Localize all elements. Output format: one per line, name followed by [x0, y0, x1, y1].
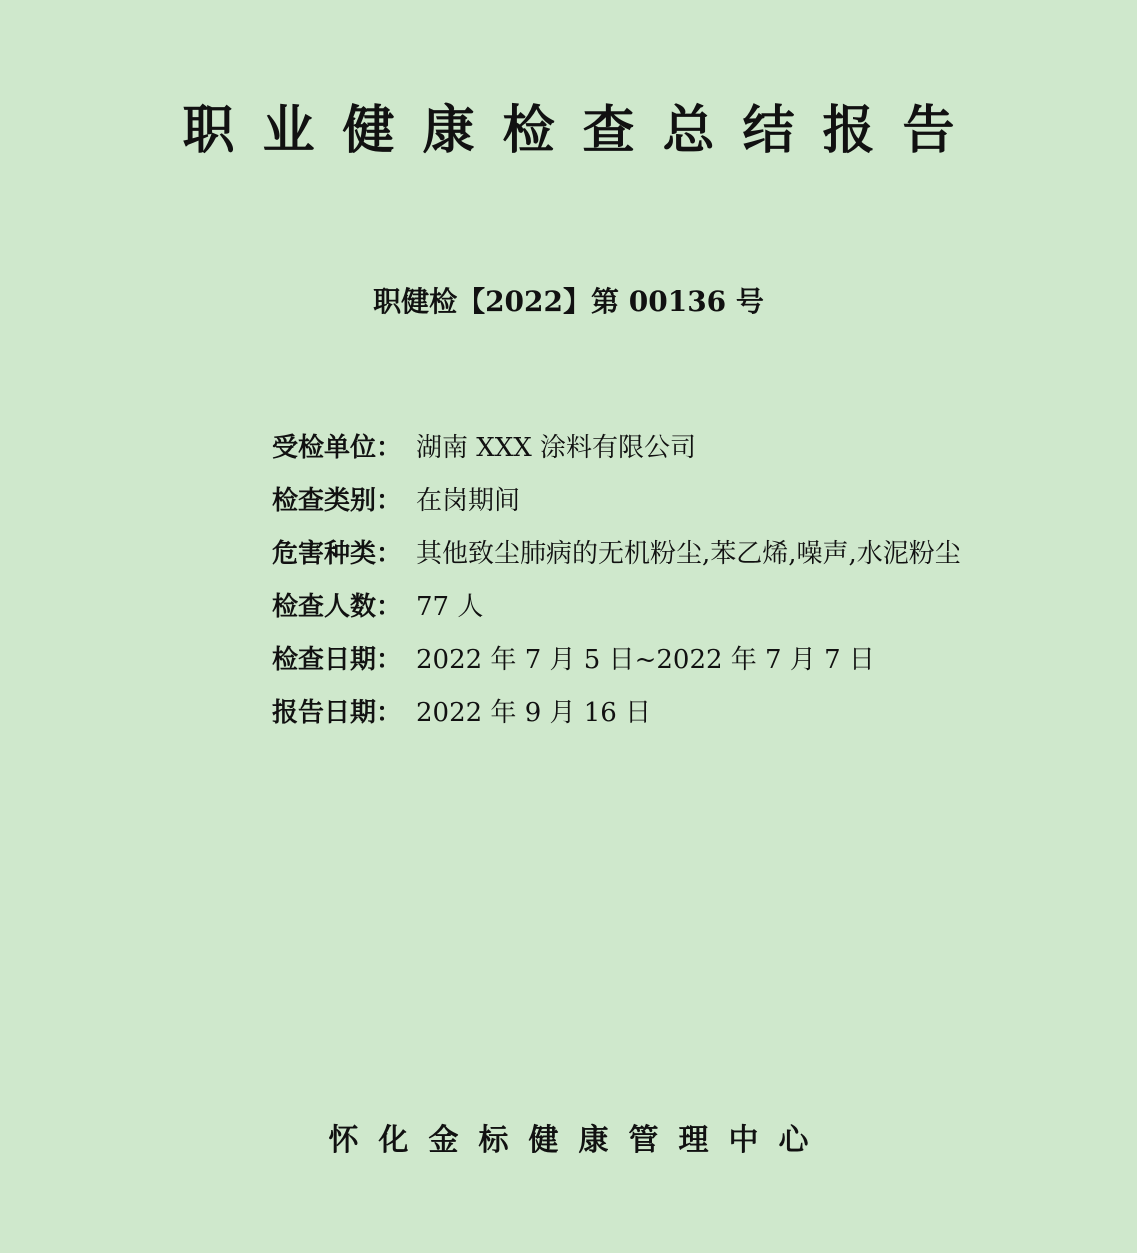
field-examinee-count — [272, 589, 962, 625]
field-label: 报告日期： — [272, 698, 403, 728]
field-hazard-types — [272, 536, 962, 572]
field-label: 受检单位： — [272, 433, 403, 463]
issuer-name: 怀化金标健康管理中心 — [328, 1123, 829, 1158]
field-inspection-category — [272, 483, 962, 519]
field-value: 湖南 XXX 涂料有限公司 — [416, 433, 697, 463]
document-number: 职健检【2022】第 00136 号 — [373, 285, 764, 318]
field-inspection-date — [272, 642, 962, 678]
report-info — [272, 430, 962, 748]
field-value: 在岗期间 — [416, 486, 521, 516]
field-value: 2022 年 9 月 16 日 — [416, 698, 652, 728]
field-label: 检查类别： — [272, 486, 403, 516]
field-label: 检查日期： — [272, 645, 403, 675]
report-title: 职业健康检查总结报告 — [182, 100, 983, 161]
field-value: 77 人 — [416, 592, 484, 622]
field-label: 危害种类： — [272, 539, 403, 569]
field-report-date — [272, 695, 962, 731]
field-value: 其他致尘肺病的无机粉尘,苯乙烯,噪声,水泥粉尘 — [416, 539, 961, 569]
field-value: 2022 年 7 月 5 日~2022 年 7 月 7 日 — [416, 645, 875, 675]
field-label: 检查人数： — [272, 592, 403, 622]
field-inspected-unit — [272, 430, 962, 466]
